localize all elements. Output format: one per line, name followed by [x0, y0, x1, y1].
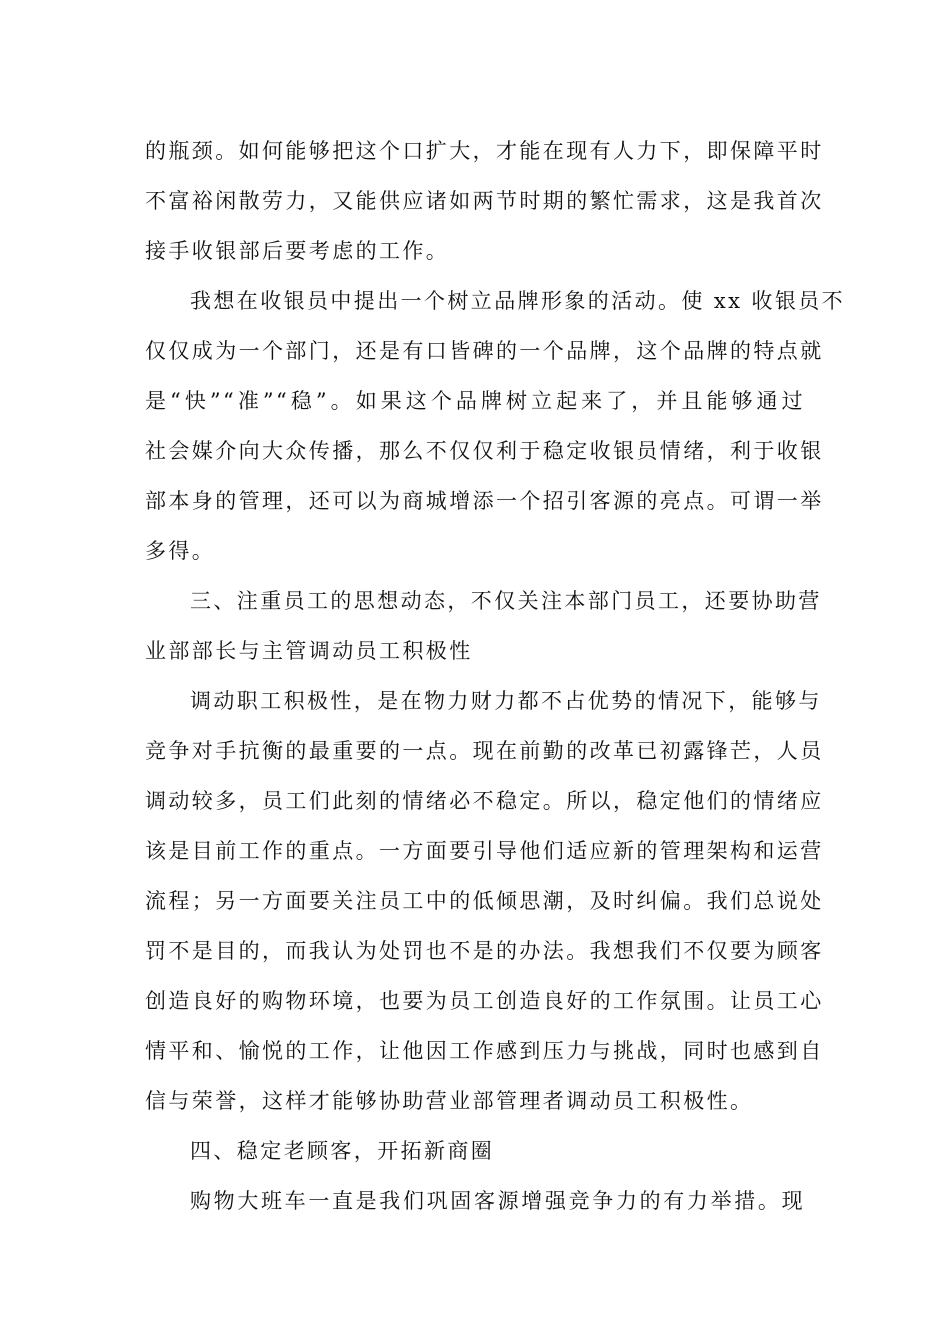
text-line: 竞争对手抗衡的最重要的一点。现在前勤的改革已初露锋芒，人员: [145, 739, 824, 763]
text-line: 是“快”“准”“稳”。如果这个品牌树立起来了，并且能够通过: [145, 389, 805, 413]
text-line: 情平和、愉悦的工作，让他因工作感到压力与挑战，同时也感到自: [145, 1039, 824, 1063]
text-line: 仅仅成为一个部门，还是有口皆碑的一个品牌，这个品牌的特点就: [145, 339, 824, 363]
text-line: 调动较多，员工们此刻的情绪必不稳定。所以，稳定他们的情绪应: [145, 789, 824, 813]
text-line: 社会媒介向大众传播，那么不仅仅利于稳定收银员情绪，利于收银: [145, 439, 824, 463]
text-line: 流程；另一方面要关注员工中的低倾思潮，及时纠偏。我们总说处: [145, 889, 824, 913]
text-line: 该是目前工作的重点。一方面要引导他们适应新的管理架构和运营: [145, 839, 824, 863]
section-heading-continued: 业部部长与主管调动员工积极性: [145, 639, 473, 663]
section-heading: 三、注重员工的思想动态，不仅关注本部门员工，还要协助营: [190, 589, 822, 613]
text-line: 接手收银部后要考虑的工作。: [145, 239, 450, 263]
text-line: 部本身的管理，还可以为商城增添一个招引客源的亮点。可谓一举: [145, 489, 824, 513]
text-line: 创造良好的购物环境，也要为员工创造良好的工作氛围。让员工心: [145, 989, 824, 1013]
paragraph-first-line: 我想在收银员中提出一个树立品牌形象的活动。使 xx 收银员不: [190, 289, 846, 313]
text-line: 的瓶颈。如何能够把这个口扩大，才能在现有人力下，即保障平时: [145, 139, 824, 163]
text-line: 罚不是目的，而我认为处罚也不是的办法。我想我们不仅要为顾客: [145, 939, 824, 963]
paragraph-first-line: 购物大班车一直是我们巩固客源增强竞争力的有力举措。现: [190, 1189, 805, 1213]
section-heading: 四、稳定老顾客，开拓新商圈: [190, 1139, 495, 1163]
text-line: 多得。: [145, 539, 216, 563]
text-line: 信与荣誉，这样才能够协助营业部管理者调动员工积极性。: [145, 1089, 754, 1113]
text-line: 不富裕闲散劳力，又能供应诸如两节时期的繁忙需求，这是我首次: [145, 189, 824, 213]
paragraph-first-line: 调动职工积极性，是在物力财力都不占优势的情况下，能够与: [190, 689, 822, 713]
